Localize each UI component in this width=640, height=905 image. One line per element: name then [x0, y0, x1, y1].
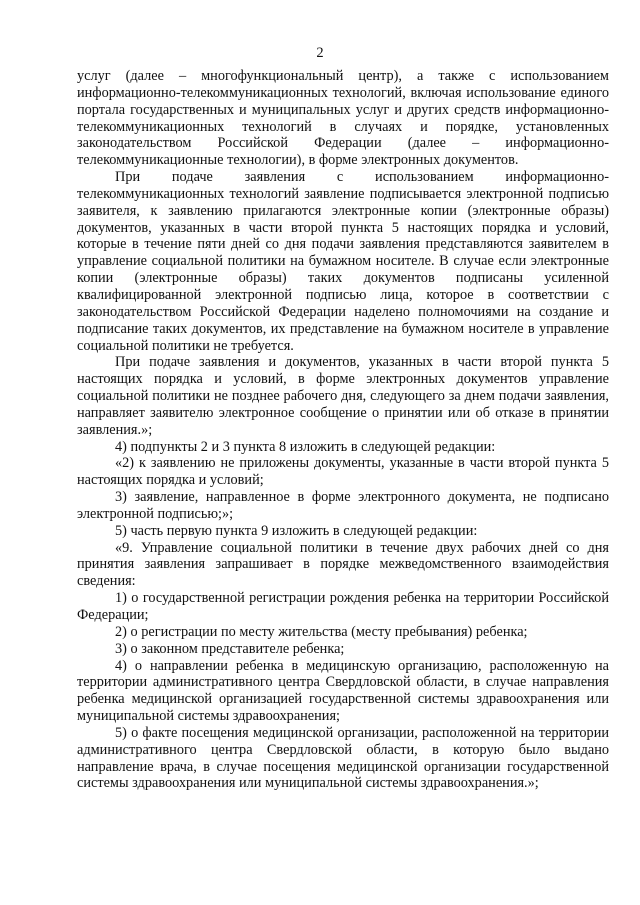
document-body	[77, 68, 609, 792]
paragraph: «2) к заявлению не приложены документы, указанные в части второй пункта 5 настоящих порядка и условий;	[77, 455, 609, 489]
paragraph: При подаче заявления с использованием информационно-телекоммуникационных технологий заявление подписывается электронной подписью заявителя, к заявлению прилагаются электронные копии (электронные образы) документов, указанных в части второй пункта 5 настоящих порядка и условий, которые в течение пяти дней со дня подачи заявления представляются заявителем в управление социальной политики на бумажном носителе. В случае если электронные копии (электронные образы) таких документов подписаны усиленной квалифицированной электронной подписью лица, которое в соответствии с законодательством Российской Федерации наделено полномочиями на создание и подписание таких документов, их представление на бумажном носителе в управление социальной политики не требуется.	[77, 169, 609, 354]
page-number: 2	[316, 45, 324, 61]
paragraph: услуг (далее – многофункциональный центр), а также с использованием информационно-телекоммуникационных технологий, включая использование единого портала государственных и муниципальных услуг и других средств информационно-телекоммуникационных технологий в случаях и порядке, установленных законодательством Российской Федерации (далее – информационно-телекоммуникационные технологии), в форме электронных документов.	[77, 68, 609, 169]
list-item: 3) о законном представителе ребенка;	[115, 640, 345, 657]
paragraph: 3) заявление, направленное в форме электронного документа, не подписано электронной подписью;»;	[77, 489, 609, 522]
paragraph: При подаче заявления и документов, указанных в части второй пункта 5 настоящих порядка и условий, в форме электронных документов управление социальной политики не позднее рабочего дня, следующего за днем подачи заявления, направляет заявителю электронное сообщение о принятии или об отказе в принятии заявления.»;	[77, 354, 609, 438]
list-item: 2) о регистрации по месту жительства (месту пребывания) ребенка;	[115, 623, 528, 640]
list-item: 1) о государственной регистрации рождения ребенка на территории Российской Федерации;	[77, 590, 609, 623]
list-item: 5) о факте посещения медицинской организации, расположенной на территории административного центра Свердловской области, в которую было выдано направление врача, в случае посещения медицинской организации государственной системы здравоохранения или муниципальной системы здравоохранения.»;	[77, 724, 609, 792]
list-item: 4) о направлении ребенка в медицинскую организацию, расположенную на территории административного центра Свердловской области, в случае направления ребенка медицинской организацией государственной системы здравоохранения или муниципальной системы здравоохранения;	[77, 657, 609, 725]
paragraph: 4) подпункты 2 и 3 пункта 8 изложить в следующей редакции:	[115, 438, 496, 455]
paragraph: «9. Управление социальной политики в течение двух рабочих дней со дня принятия заявления запрашивает в порядке межведомственного взаимодействия сведения:	[77, 539, 609, 590]
paragraph: 5) часть первую пункта 9 изложить в следующей редакции:	[115, 522, 478, 539]
